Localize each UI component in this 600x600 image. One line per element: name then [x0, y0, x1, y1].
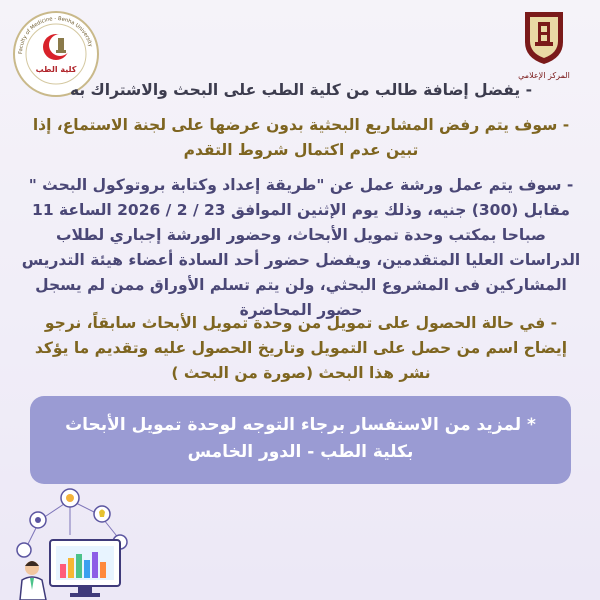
note-rejection-policy: - سوف يتم رفض المشاريع البحثية بدون عرضها على لجنة الاستماع، إذا تبين عدم اكتمال شروط التقدم: [32, 116, 570, 159]
note-prior-funding: - في حالة الحصول على تمويل من وحدة تمويل الأبحاث سابقاً، نرجو إيضاح اسم من حصل على التمويل وتاريخ الحصول عليه وتقديم ما يؤكد نشر هذا البحث (صورة من البحث ): [34, 314, 568, 382]
note-workshop: - سوف يتم عمل ورشة عمل عن "طريقة إعداد وكتابة بروتوكول البحث " مقابل (300) جنيه، وذلك يوم الإثنين الموافق 23 / 2 / 2026 الساعة 11 صباحا بمكتب وحدة تمويل الأبحاث، وحضور الورشة إجباري لطلاب الدراسات العليا المتقدمين، ويفضل حضور أحد السادة أعضاء هيئة التدريس المشاركين فى المشروع البحثي، ولن يتم تسلم الأوراق ممن لم يسجل حضور المحاضرة: [21, 176, 581, 319]
researcher-at-screen-illustration: [0, 480, 140, 600]
media-center-logo: [514, 8, 574, 88]
logo-caption: المركز الإعلامي: [518, 71, 570, 80]
inquiry-line-1: * لمزيد من الاستفسار برجاء التوجه لوحدة تمويل الأبحاث: [65, 415, 536, 435]
molecule-icon: [17, 543, 31, 557]
note-student-participation: - يفضل إضافة طالب من كلية الطب على البحث والاشتراك به: [69, 81, 533, 99]
inquiry-box: [30, 396, 571, 484]
shield-crest-icon: [521, 8, 567, 66]
inquiry-line-2: بكلية الطب - الدور الخامس: [187, 442, 414, 462]
logo-faculty-name: كلية الطب: [35, 65, 77, 74]
logo-ring-text: Faculty of Medicine - Benha University: [17, 15, 94, 55]
